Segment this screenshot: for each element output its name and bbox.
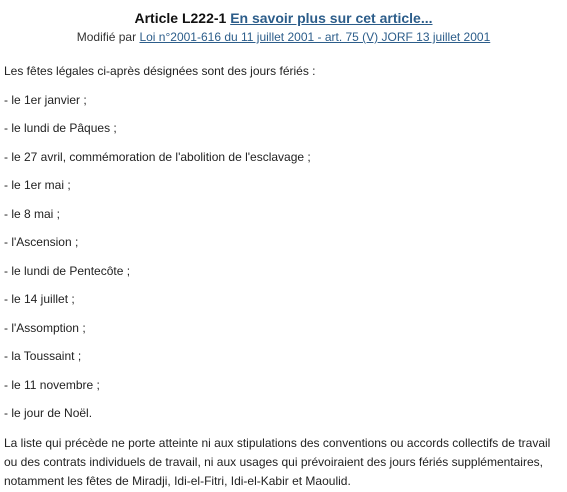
holiday-item: - l'Ascension ; [4,235,79,249]
modified-prefix: Modifié par [76,30,137,44]
article-label: Article L222-1 [134,10,227,26]
holiday-item: - le 8 mai ; [4,206,61,221]
intro-paragraph: Les fêtes légales ci-après désignées sont des jours fériés : [4,64,316,78]
holiday-item: - la Toussaint ; [4,349,82,363]
holiday-item: - le lundi de Pâques ; [4,121,117,135]
article-header [0,0,567,46]
holiday-item: - le 1er mai ; [4,178,71,192]
holiday-item: - le 1er janvier ; [4,92,87,107]
holiday-item: - le lundi de Pentecôte ; [4,263,131,278]
article-body [4,63,560,491]
holiday-item: - l'Assomption ; [4,320,86,335]
holiday-item: - le 14 juillet ; [4,292,75,306]
more-info-link[interactable]: En savoir plus sur cet article... [230,10,433,26]
holiday-item: - le 11 novembre ; [4,377,100,392]
modified-by-row [0,28,567,46]
closing-paragraph: La liste qui précède ne porte atteinte ni aux stipulations des conventions ou accords collectifs de travail ou des contrats individuels de travail, ni aux usages qui prévoiraient des jours fériés supplémentaires, notamment les fêtes de Miradji, Idi-el-Fitri, Idi-el-Kabir et Maoulid. [4,435,551,488]
holiday-item: - le jour de Noël. [4,406,93,420]
article-title-row [0,9,567,27]
holiday-item: - le 27 avril, commémoration de l'abolition de l'esclavage ; [4,149,311,164]
law-reference-link[interactable]: Loi n°2001-616 du 11 juillet 2001 - art. 75 (V) JORF 13 juillet 2001 [139,30,491,44]
